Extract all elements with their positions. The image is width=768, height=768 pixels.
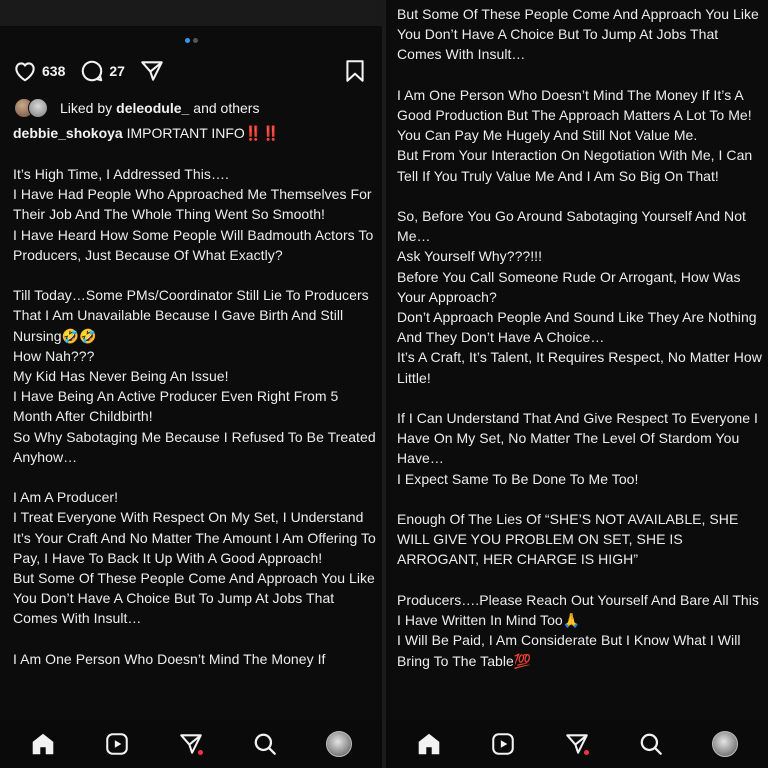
nav-home[interactable] <box>26 727 60 761</box>
post-actions-bar <box>12 58 368 84</box>
caption-header <box>13 125 280 142</box>
bottom-nav-bar <box>0 720 382 768</box>
carousel-indicator <box>185 38 198 43</box>
carousel-dot <box>193 38 198 43</box>
liked-by-row[interactable] <box>14 98 259 118</box>
liked-by-prefix: Liked by <box>60 100 113 116</box>
profile-avatar[interactable] <box>712 731 738 757</box>
nav-reels[interactable] <box>486 727 520 761</box>
heart-icon[interactable] <box>12 58 38 84</box>
notification-dot <box>584 750 589 755</box>
nav-reels[interactable] <box>100 727 134 761</box>
like-count[interactable]: 638 <box>42 63 66 79</box>
caption-title: IMPORTANT INFO‼️‼️ <box>126 125 280 141</box>
notification-dot <box>198 750 203 755</box>
caption-text: It’s High Time, I Addressed This…. I Have Had People Who Approached Me Themselves For Their Job And The Whole Thing Went So Smooth! I Have Heard How Some People Will Badmouth Actors To Producers, Just Because Of What Exactly? Till Today…Some PMs/Coordinator Still Lie To Producers That I Am Unavailable Because I Gave Birth And Still Nursing🤣🤣 How Nah??? My Kid Has Never Being An Issue! I Have Being An Active Producer Even Right From 5 Month After Childbirth! So Why Sabotaging Me Because I Refused To Be Treated Anyhow… I Am A Producer! I Treat Everyone With Respect On My Set, I Understand It’s Your Craft And No Matter The Amount I Am Offering To Pay, I Have To Back It Up With A Good Approach! But Some Of These People Come And Approach You Like You Don’t Have A Choice But To Jump At Jobs That Comes With Insult… I Am One Person Who Doesn’t Mind The Money If <box>13 166 376 667</box>
share-action[interactable] <box>139 58 165 84</box>
right-screenshot-panel <box>386 0 768 768</box>
search-icon[interactable] <box>252 731 278 757</box>
reels-icon[interactable] <box>104 731 130 757</box>
comment-count[interactable]: 27 <box>109 63 125 79</box>
nav-search[interactable] <box>634 727 668 761</box>
send-icon[interactable] <box>139 58 165 84</box>
profile-avatar[interactable] <box>326 731 352 757</box>
nav-messages[interactable] <box>174 727 208 761</box>
bottom-nav-bar <box>386 720 768 768</box>
avatar <box>28 98 48 118</box>
nav-messages[interactable] <box>560 727 594 761</box>
save-action[interactable] <box>342 58 368 84</box>
author-username[interactable]: debbie_shokoya <box>13 125 123 141</box>
liker-avatars <box>14 98 52 118</box>
liked-by-suffix[interactable]: and others <box>193 100 260 116</box>
bookmark-icon[interactable] <box>342 58 368 84</box>
home-icon[interactable] <box>30 731 56 757</box>
comment-action[interactable] <box>79 58 125 84</box>
liked-by-username[interactable]: deleodule_ <box>116 100 190 116</box>
left-screenshot-panel <box>0 0 382 768</box>
post-media-area[interactable] <box>0 0 382 26</box>
nav-search[interactable] <box>248 727 282 761</box>
reels-icon[interactable] <box>490 731 516 757</box>
nav-profile[interactable] <box>322 727 356 761</box>
search-icon[interactable] <box>638 731 664 757</box>
caption-text-continued: But Some Of These People Come And Approach You Like You Don’t Have A Choice But To Jump At Jobs That Comes With Insult… I Am One Person Who Doesn’t Mind The Money If It’s A Good Production But The Approach Matters A Lot To Me! You Can Pay Me Hugely And Still Not Value Me. But From Your Interaction On Negotiation With Me, I Can Tell If You Truly Value Me And I Am So Big On That! So, Before You Go Around Sabotaging Yourself And Not Me… Ask Yourself Why???!!! Before You Call Someone Rude Or Arrogant, How Was Your Approach? Don’t Approach People And Sound Like They Are Nothing And They Don’t Have A Choice… It’s A Craft, It’s Talent, It Requires Respect, No Matter How Little! If I Can Understand That And Give Respect To Everyone I Have On My Set, No Matter The Level Of Stardom You Have… I Expect Same To Be Done To Me Too! Enough Of The Lies Of “SHE’S NOT AVAILABLE, SHE WILL GIVE YOU PROBLEM ON SET, SHE IS ARROGANT, HER CHARGE IS HIGH” Producers….Please Reach Out Yourself And Bare All This I Have Written In Mind Too🙏 I Will Be Paid, I Am Considerate But I Know What I Will Bring To The Table💯 <box>397 6 762 669</box>
nav-profile[interactable] <box>708 727 742 761</box>
home-icon[interactable] <box>416 731 442 757</box>
nav-home[interactable] <box>412 727 446 761</box>
like-action[interactable] <box>12 58 65 84</box>
comment-icon[interactable] <box>79 58 105 84</box>
carousel-dot-active <box>185 38 190 43</box>
